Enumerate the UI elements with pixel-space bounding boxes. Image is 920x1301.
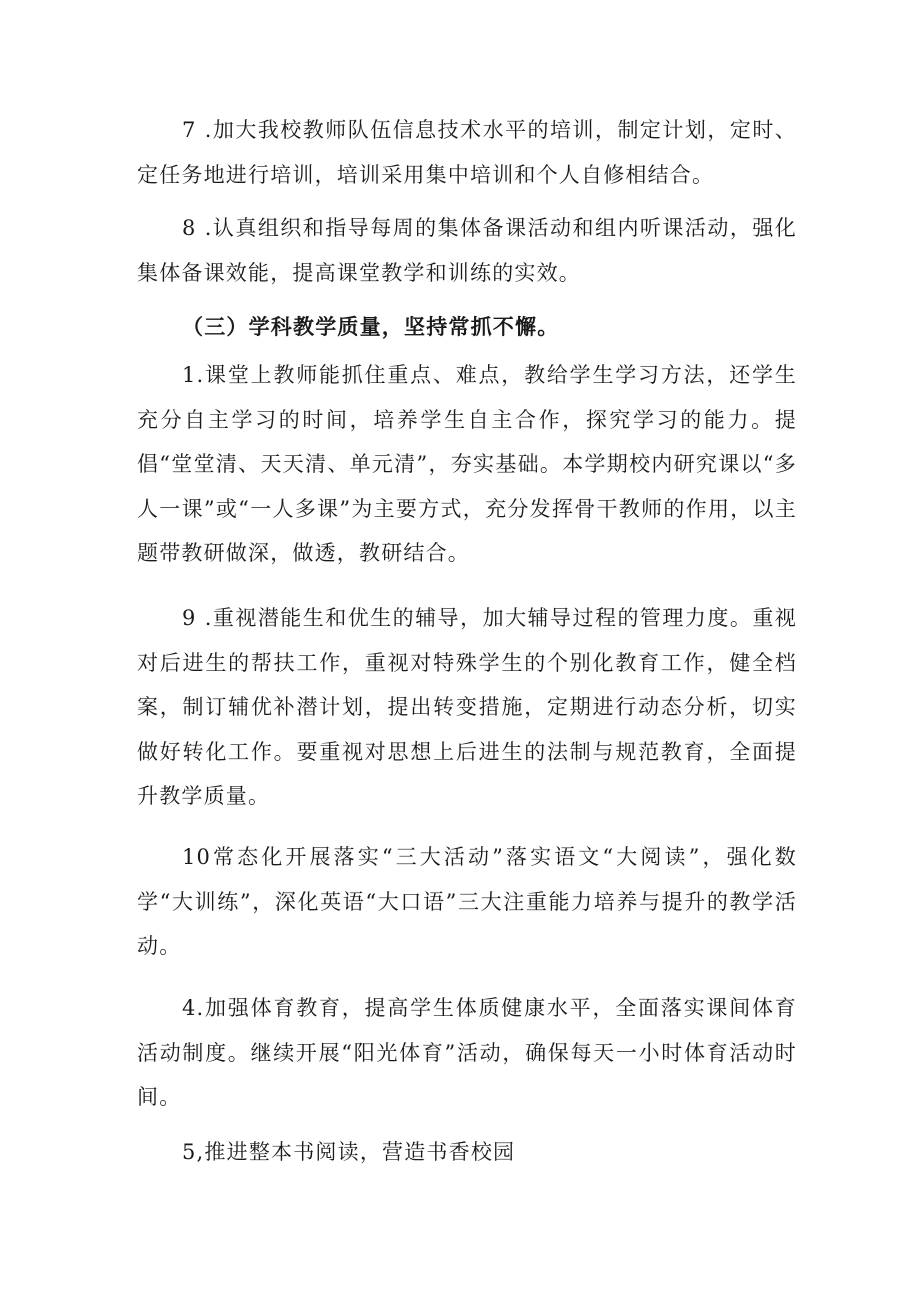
paragraph-item-9: 9 .重视潜能生和优生的辅导，加大辅导过程的管理力度。重视对后进生的帮扶工作，重视对特殊学生的个别化教育工作，健全档案，制订辅优补潜计划，提出转变措施，定期进行动态分析，切实做好转化工作。要重视对思想上后进生的法制与规范教育，全面提升教学质量。 — [137, 606, 797, 808]
paragraph-item-8: 8 .认真组织和指导每周的集体备课活动和组内听课活动，强化集体备课效能，提高课堂教学和训练的实效。 — [137, 216, 797, 285]
paragraph-item-7: 7 .加大我校教师队伍信息技术水平的培训，制定计划，定时、定任务地进行培训，培训采用集中培训和个人自修相结合。 — [137, 118, 797, 187]
section-heading-3: （三）学科教学质量，坚持常抓不懈。 — [182, 314, 560, 339]
paragraph-item-4: 4.加强体育教育，提高学生体质健康水平，全面落实课间体育活动制度。继续开展“阳光体育”活动，确保每天一小时体育活动时间。 — [137, 996, 797, 1109]
paragraph-item-5: 5,推进整本书阅读，营造书香校园 — [182, 1140, 516, 1164]
paragraph-item-1: 1.课堂上教师能抓住重点、难点，教给学生学习方法，还学生充分自主学习的时间，培养学生自主合作，探究学习的能力。提倡“堂堂清、天天清、单元清”，夯实基础。本学期校内研究课以“多人一课”或“一人多课”为主要方式，充分发挥骨干教师的作用，以主题带教研做深，做透，教研结合。 — [137, 363, 797, 565]
paragraph-item-10: 10常态化开展落实“三大活动”落实语文“大阅读”，强化数学“大训练”，深化英语“大口语”三大注重能力培养与提升的教学活动。 — [137, 845, 797, 958]
